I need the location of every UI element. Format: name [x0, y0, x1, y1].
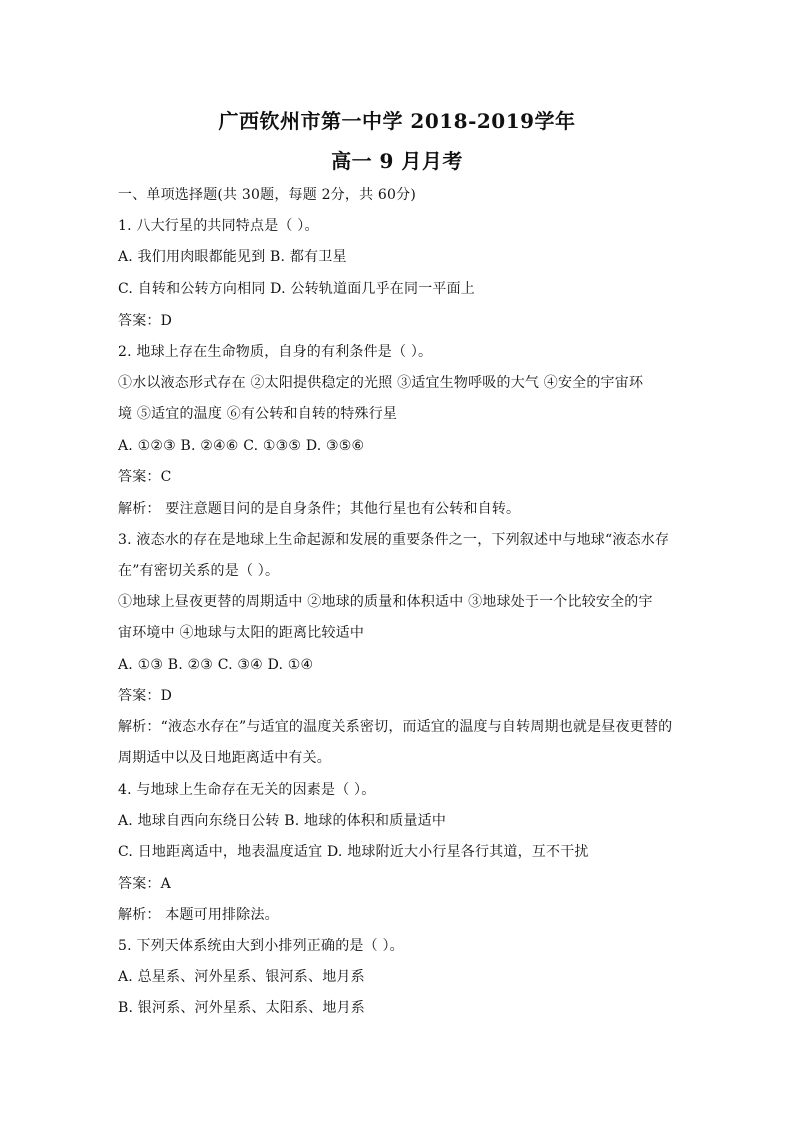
question-2-analysis: 解析： 要注意题目问的是自身条件；其他行星也有公转和自转。 — [118, 501, 521, 517]
question-1-options-ab: A. 我们用肉眼都能见到 B. 都有卫星 — [118, 249, 347, 265]
question-1-stem: 1. 八大行星的共同特点是（ ）。 — [118, 218, 319, 234]
question-5-stem: 5. 下列天体系统由大到小排列正确的是（ ）。 — [118, 938, 404, 954]
question-4-stem: 4. 与地球上生命存在无关的因素是（ ）。 — [118, 782, 376, 798]
section-heading: 一、单项选择题(共 30题，每题 2分，共 60分) — [118, 187, 417, 203]
question-4-answer: 答案：A — [118, 876, 171, 892]
question-3-stem-line2: 在”有密切关系的是（ ）。 — [118, 563, 280, 579]
question-1-answer: 答案：D — [118, 313, 173, 329]
question-4-options-ab: A. 地球自西向东绕日公转 B. 地球的体积和质量适中 — [118, 813, 447, 829]
exam-subtitle: 高一 9 月月考 — [331, 149, 463, 173]
question-3-items-line2: 宙环境中 ④地球与太阳的距离比较适中 — [118, 625, 365, 641]
question-2-stem: 2. 地球上存在生命物质，自身的有利条件是（ ）。 — [118, 344, 433, 360]
question-3-items-line1: ①地球上昼夜更替的周期适中 ②地球的质量和体积适中 ③地球处于一个比较安全的宇 — [118, 594, 653, 610]
question-2-options: A. ①②③ B. ②④⑥ C. ①③⑤ D. ③⑤⑥ — [118, 438, 365, 454]
question-4-analysis: 解析： 本题可用排除法。 — [118, 907, 279, 923]
question-1-options-cd: C. 自转和公转方向相同 D. 公转轨道面几乎在同一平面上 — [118, 281, 475, 297]
question-2-items-line1: ①水以液态形式存在 ②太阳提供稳定的光照 ③适宜生物呼吸的大气 ④安全的宇宙环 — [118, 375, 644, 391]
question-4-options-cd: C. 日地距离适中，地表温度适宜 D. 地球附近大小行星各行其道，互不干扰 — [118, 844, 589, 860]
question-3-answer: 答案：D — [118, 688, 173, 704]
question-2-answer: 答案：C — [118, 469, 172, 485]
question-3-options: A. ①③ B. ②③ C. ③④ D. ①④ — [118, 657, 314, 673]
question-3-analysis-line2: 周期适中以及日地距离适中有关。 — [118, 750, 331, 766]
exam-title: 广西钦州市第一中学 2018-2019学年 — [218, 109, 576, 133]
question-2-items-line2: 境 ⑤适宜的温度 ⑥有公转和自转的特殊行星 — [118, 406, 398, 422]
question-3-analysis-line1: 解析：“液态水存在”与适宜的温度关系密切，而适宜的温度与自转周期也就是昼夜更替的 — [118, 719, 673, 735]
question-5-option-b: B. 银河系、河外星系、太阳系、地月系 — [118, 1000, 365, 1016]
question-3-stem-line1: 3. 液态水的存在是地球上生命起源和发展的重要条件之一，下列叙述中与地球“液态水存 — [118, 532, 670, 548]
question-5-option-a: A. 总星系、河外星系、银河系、地月系 — [118, 969, 365, 985]
